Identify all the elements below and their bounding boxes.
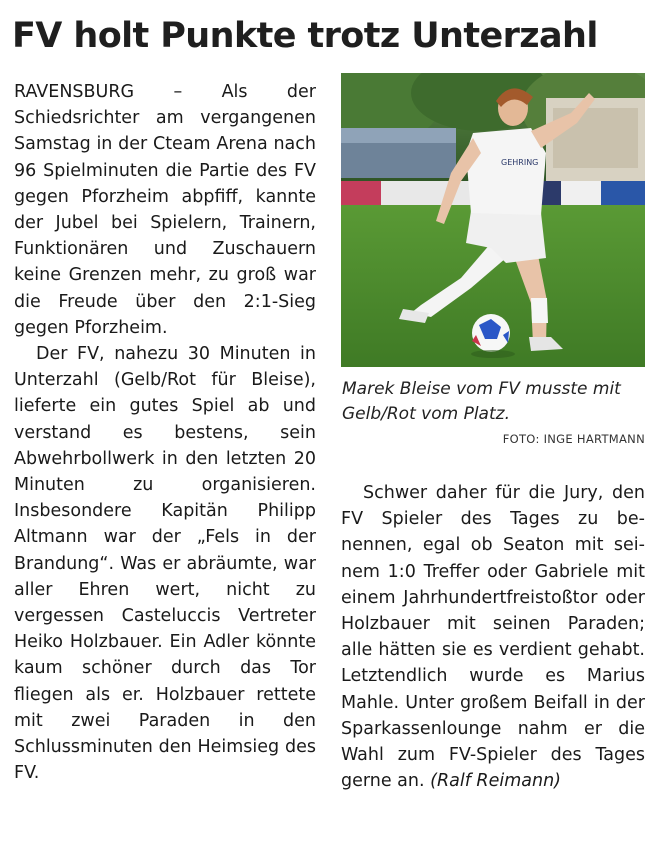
author-byline: (Ralf Reimann) [430, 771, 562, 792]
headline: FV holt Punkte trotz Unterzahl [12, 16, 598, 56]
photo-caption: Marek Bleise vom FV musste mit Gelb/Rot vom Platz. [342, 379, 621, 424]
article-column-right [341, 480, 645, 794]
paragraph-second: Der FV, nahezu 30 Minuten in Unterzahl (Gelb/Rot für Bleise), lieferte ein gutes Spiel ab und verstand es bestens, sein Abwehrbollwerk in den letzten 20 Minuten zu organisieren. Insbesondere Kapitän Philipp Altmann war der „Fels in der Brandung“. Was er abräumte, war aller Ehren wert, nicht zu vergessen Casteluccis Vertreter Heiko Holzbauer. Ein Adler könnte kaum schöner durch das Tor fliegen als er. Holzbauer rettete mit zwei Paraden in den Schlussminuten den Heimsieg des FV. [14, 344, 316, 784]
football-player-photo [341, 73, 645, 367]
article-column-left [14, 79, 316, 786]
match-photo [341, 73, 645, 367]
photo-credit: FOTO: INGE HARTMANN [502, 432, 645, 446]
paragraph-third-text: Schwer daher für die Jury, den FV Spieler des Tages zu benennen, egal ob Seaton mit seinem 1:0 Treffer oder Gabriele mit einem Jahrhundertfreistoßtor oder Holzbauer mit seinen Paraden; alle hätten sie es verdient gehabt. Letztendlich wurde es Marius Mahle. Unter großem Beifall in der Sparkassenlounge nahm er die Wahl zum FV-Spieler des Tages gerne an. [341, 483, 645, 792]
paragraph-third [341, 480, 645, 794]
svg-text:GEHRING: GEHRING [501, 158, 539, 167]
paragraph-intro: RAVENSBURG – Als der Schiedsrichter am vergangenen Samstag in der Cteam Arena nach 96 Spielminuten die Partie des FV gegen Pforzheim abpfiff, kannte der Jubel bei Spielern, Trainern, Funktionären und Zuschauern keine Grenzen mehr, zu groß war die Freude über den 2:1-Sieg gegen Pforzheim. [14, 82, 316, 338]
